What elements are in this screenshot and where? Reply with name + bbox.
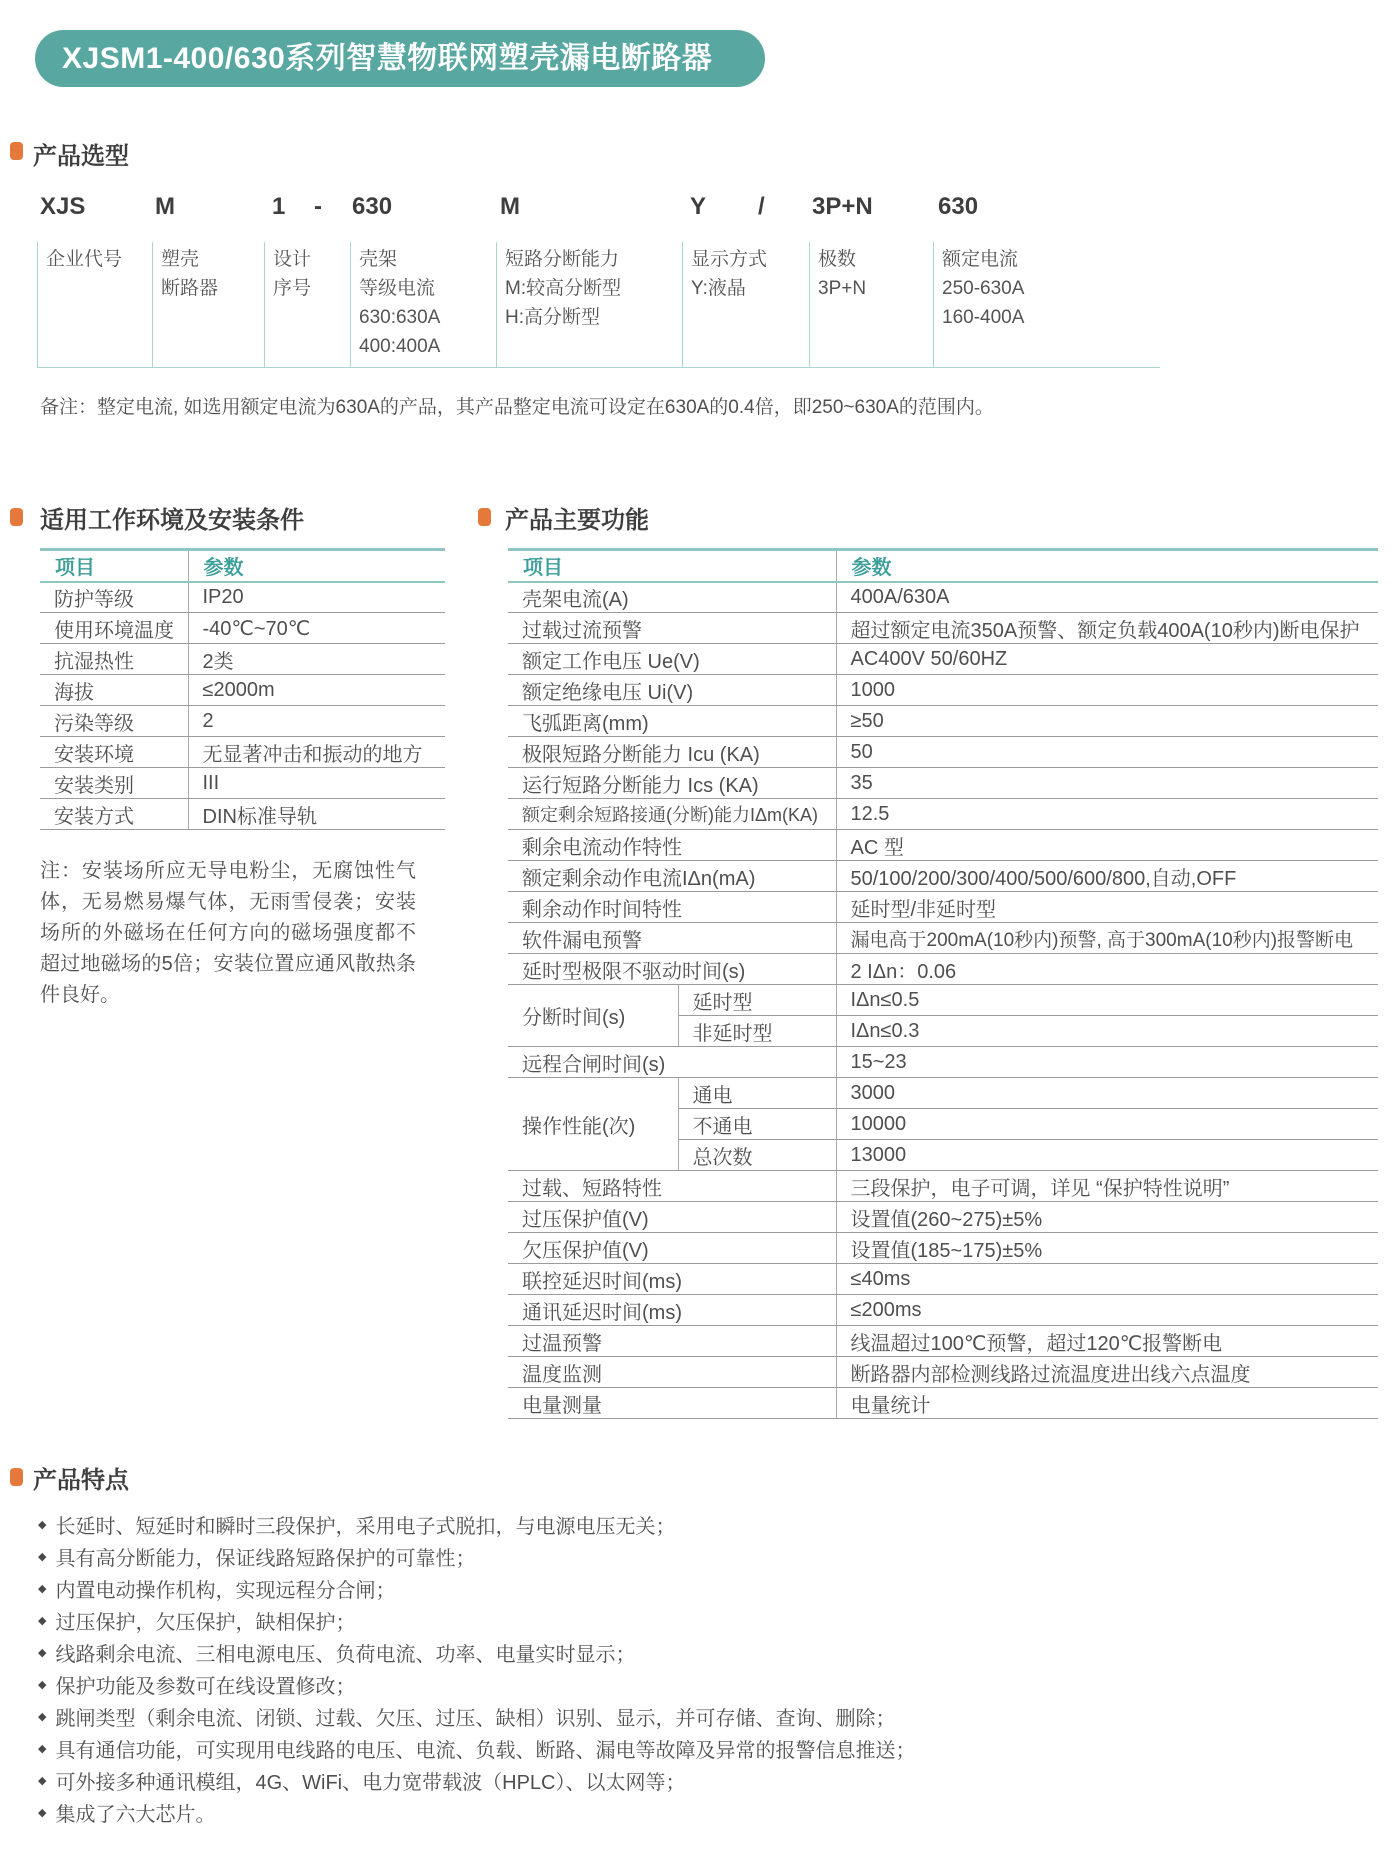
- spec-value: 400A/630A: [836, 582, 1378, 613]
- spec-value: 2 IΔn：0.06: [836, 954, 1378, 985]
- spec-row: [508, 1233, 1378, 1264]
- spec-label: 延时型极限不驱动时间(s): [508, 954, 836, 985]
- spec-value: IΔn≤0.5: [836, 985, 1378, 1016]
- feature-text: 保护功能及参数可在线设置修改；: [55, 1675, 356, 1698]
- column-header-item: 项目: [508, 550, 836, 582]
- spec-label: 极限短路分断能力 Icu (KA): [508, 737, 836, 768]
- model-legend-line: 极数: [818, 249, 857, 270]
- feature-item: [38, 1700, 915, 1732]
- model-legend-line: 630:630A: [359, 307, 441, 328]
- model-code-token: M: [155, 193, 175, 220]
- model-legend-line: 塑壳: [161, 249, 200, 270]
- model-legend-column: [809, 242, 933, 368]
- spec-row: [508, 1047, 1378, 1078]
- section-bullet-icon: [10, 142, 23, 160]
- environment-parameter-value: DIN标准导轨: [188, 799, 445, 830]
- environment-item-label: 使用环境温度: [40, 613, 188, 644]
- spec-value: 设置值(260~275)±5%: [836, 1202, 1378, 1233]
- diamond-bullet-icon: ◆: [38, 1806, 47, 1819]
- feature-text: 长延时、短延时和瞬时三段保护，采用电子式脱扣，与电源电压无关；: [55, 1515, 676, 1538]
- feature-item: [38, 1540, 915, 1572]
- model-legend-line: 序号: [273, 278, 312, 299]
- column-header-item: 项目: [40, 550, 188, 582]
- spec-value: AC 型: [836, 830, 1378, 861]
- model-legend-column: [350, 242, 496, 368]
- environment-item-label: 安装环境: [40, 737, 188, 768]
- model-code-token: /: [758, 193, 765, 220]
- diamond-bullet-icon: ◆: [38, 1742, 47, 1755]
- environment-parameter-value: III: [188, 768, 445, 799]
- feature-text: 跳闸类型（剩余电流、闭锁、过载、欠压、过压、缺相）识别、显示，并可存储、查询、删除；: [55, 1707, 896, 1730]
- spec-label: 壳架电流(A): [508, 582, 836, 613]
- spec-label: 额定工作电压 Ue(V): [508, 644, 836, 675]
- environment-parameter-value: ≤2000m: [188, 675, 445, 706]
- spec-label: 额定剩余动作电流IΔn(mA): [508, 861, 836, 892]
- column-header-parameter: 参数: [188, 550, 445, 582]
- model-legend-line: 短路分断能力: [505, 249, 620, 270]
- spec-value: 三段保护，电子可调，详见 “保护特性说明”: [836, 1171, 1378, 1202]
- spec-row: [508, 1326, 1378, 1357]
- feature-item: [38, 1796, 915, 1828]
- section-bullet-icon: [10, 508, 23, 526]
- spec-sub-label: 不通电: [678, 1109, 836, 1140]
- spec-row: [508, 1295, 1378, 1326]
- spec-row: [508, 1171, 1378, 1202]
- spec-value: 电量统计: [836, 1388, 1378, 1419]
- feature-item: [38, 1604, 915, 1636]
- spec-value: 12.5: [836, 799, 1378, 830]
- spec-label: 软件漏电预警: [508, 923, 836, 954]
- diamond-bullet-icon: ◆: [38, 1518, 47, 1531]
- model-legend-column: [264, 242, 350, 368]
- functions-header-row: [508, 550, 1378, 582]
- environment-parameter-value: 无显著冲击和振动的地方: [188, 737, 445, 768]
- environment-row: [40, 675, 445, 706]
- spec-value: ≥50: [836, 706, 1378, 737]
- spec-row: [508, 675, 1378, 706]
- model-code-token: 630: [352, 193, 393, 220]
- environment-parameter-value: 2类: [188, 644, 445, 675]
- spec-group-label: 操作性能(次): [508, 1078, 678, 1171]
- feature-text: 具有通信功能，可实现用电线路的电压、电流、负载、断路、漏电等故障及异常的报警信息推送；: [55, 1739, 916, 1762]
- spec-row: [508, 1388, 1378, 1419]
- selection-remark: 备注：整定电流, 如选用额定电流为630A的产品，其产品整定电流可设定在630A的0.4倍，即250~630A的范围内。: [40, 397, 994, 418]
- spec-value: 1000: [836, 675, 1378, 706]
- model-legend-line: 显示方式: [691, 249, 768, 270]
- section-bullet-icon: [10, 1468, 23, 1486]
- model-legend-column: [37, 242, 152, 368]
- spec-label: 联控延迟时间(ms): [508, 1264, 836, 1295]
- environment-item-label: 安装方式: [40, 799, 188, 830]
- spec-label: 额定绝缘电压 Ui(V): [508, 675, 836, 706]
- section-bullet-icon: [478, 508, 491, 526]
- spec-label: 过温预警: [508, 1326, 836, 1357]
- model-code-token: 1: [272, 193, 286, 220]
- spec-label: 远程合闸时间(s): [508, 1047, 836, 1078]
- diamond-bullet-icon: ◆: [38, 1710, 47, 1723]
- feature-text: 过压保护，欠压保护，缺相保护；: [55, 1611, 356, 1634]
- feature-item: [38, 1732, 915, 1764]
- environment-item-label: 污染等级: [40, 706, 188, 737]
- spec-row: [508, 954, 1378, 985]
- model-legend-column: [152, 242, 264, 368]
- model-legend-line: 壳架: [359, 249, 398, 270]
- spec-value: ≤40ms: [836, 1264, 1378, 1295]
- spec-label: 过载、短路特性: [508, 1171, 836, 1202]
- spec-sub-label: 总次数: [678, 1140, 836, 1171]
- section-heading-functions: 产品主要功能: [505, 507, 649, 534]
- environment-parameter-value: 2: [188, 706, 445, 737]
- spec-label: 电量测量: [508, 1388, 836, 1419]
- spec-label: 温度监测: [508, 1357, 836, 1388]
- model-legend-line: 断路器: [161, 278, 219, 299]
- spec-row: [508, 737, 1378, 768]
- spec-sub-label: 非延时型: [678, 1016, 836, 1047]
- spec-value: 10000: [836, 1109, 1378, 1140]
- spec-value: 线温超过100℃预警，超过120℃报警断电: [836, 1326, 1378, 1357]
- model-legend-line: 等级电流: [359, 278, 436, 299]
- model-legend-line: 企业代号: [46, 249, 123, 270]
- spec-value: IΔn≤0.3: [836, 1016, 1378, 1047]
- environment-parameter-value: IP20: [188, 582, 445, 613]
- model-code-token: XJS: [40, 193, 86, 220]
- model-legend-line: 设计: [273, 249, 312, 270]
- environment-row: [40, 613, 445, 644]
- environment-parameter-value: -40℃~70℃: [188, 613, 445, 644]
- model-code-token: 3P+N: [812, 193, 873, 220]
- feature-text: 可外接多种通讯模组，4G、WiFi、电力宽带载波（HPLC）、以太网等；: [55, 1771, 686, 1794]
- page-title-banner: XJSM1-400/630系列智慧物联网塑壳漏电断路器: [35, 30, 765, 87]
- spec-row: [508, 799, 1378, 830]
- spec-row: [508, 706, 1378, 737]
- model-legend-line: M:较高分断型: [505, 278, 622, 299]
- diamond-bullet-icon: ◆: [38, 1774, 47, 1787]
- model-code-token: M: [500, 193, 520, 220]
- feature-text: 线路剩余电流、三相电源电压、负荷电流、功率、电量实时显示；: [55, 1643, 636, 1666]
- spec-value: 35: [836, 768, 1378, 799]
- spec-row: [508, 985, 1378, 1016]
- spec-row: [508, 861, 1378, 892]
- model-legend-line: 250-630A: [942, 278, 1025, 299]
- environment-row: [40, 706, 445, 737]
- functions-table: [508, 548, 1378, 1419]
- feature-list: [38, 1508, 915, 1828]
- spec-label: 剩余电流动作特性: [508, 830, 836, 861]
- model-code-token: Y: [690, 193, 707, 220]
- model-legend-line: 3P+N: [818, 278, 867, 299]
- environment-header-row: [40, 550, 445, 582]
- spec-row: [508, 892, 1378, 923]
- spec-row: [508, 644, 1378, 675]
- spec-value: 13000: [836, 1140, 1378, 1171]
- spec-row: [508, 613, 1378, 644]
- feature-text: 具有高分断能力，保证线路短路保护的可靠性；: [55, 1547, 476, 1570]
- spec-value: ≤200ms: [836, 1295, 1378, 1326]
- environment-row: [40, 737, 445, 768]
- spec-label: 欠压保护值(V): [508, 1233, 836, 1264]
- spec-value: 设置值(185~175)±5%: [836, 1233, 1378, 1264]
- model-legend-column: [682, 242, 809, 368]
- model-legend-line: 400:400A: [359, 336, 441, 357]
- spec-group-label: 分断时间(s): [508, 985, 678, 1047]
- model-code-token: -: [314, 193, 322, 220]
- spec-label: 过载过流预警: [508, 613, 836, 644]
- diamond-bullet-icon: ◆: [38, 1582, 47, 1595]
- feature-item: [38, 1636, 915, 1668]
- feature-item: [38, 1764, 915, 1796]
- spec-label: 通讯延迟时间(ms): [508, 1295, 836, 1326]
- feature-text: 集成了六大芯片。: [55, 1803, 216, 1826]
- feature-text: 内置电动操作机构，实现远程分合闸；: [55, 1579, 396, 1602]
- spec-row: [508, 1264, 1378, 1295]
- diamond-bullet-icon: ◆: [38, 1614, 47, 1627]
- model-legend-column: [933, 242, 1160, 368]
- environment-row: [40, 582, 445, 613]
- environment-item-label: 抗湿热性: [40, 644, 188, 675]
- model-legend-line: 额定电流: [942, 249, 1019, 270]
- environment-item-label: 安装类别: [40, 768, 188, 799]
- feature-item: [38, 1572, 915, 1604]
- spec-value: 超过额定电流350A预警、额定负载400A(10秒内)断电保护: [836, 613, 1378, 644]
- spec-label: 剩余动作时间特性: [508, 892, 836, 923]
- environment-item-label: 海拔: [40, 675, 188, 706]
- spec-sub-label: 通电: [678, 1078, 836, 1109]
- section-heading-features: 产品特点: [33, 1467, 129, 1494]
- column-header-parameter: 参数: [836, 550, 1378, 582]
- spec-label: 额定剩余短路接通(分断)能力IΔm(KA): [508, 799, 836, 830]
- spec-row: [508, 1078, 1378, 1109]
- spec-row: [508, 1202, 1378, 1233]
- spec-row: [508, 582, 1378, 613]
- spec-value: 延时型/非延时型: [836, 892, 1378, 923]
- spec-row: [508, 1357, 1378, 1388]
- environment-table: [40, 548, 445, 830]
- spec-row: [508, 830, 1378, 861]
- environment-row: [40, 768, 445, 799]
- section-heading-selection: 产品选型: [33, 143, 129, 170]
- model-legend-line: H:高分断型: [505, 307, 601, 328]
- spec-value: 50: [836, 737, 1378, 768]
- spec-value: 断路器内部检测线路过流温度进出线六点温度: [836, 1357, 1378, 1388]
- diamond-bullet-icon: ◆: [38, 1550, 47, 1563]
- spec-row: [508, 923, 1378, 954]
- feature-item: [38, 1668, 915, 1700]
- spec-row: [508, 768, 1378, 799]
- spec-label: 过压保护值(V): [508, 1202, 836, 1233]
- environment-row: [40, 644, 445, 675]
- diamond-bullet-icon: ◆: [38, 1646, 47, 1659]
- environment-row: [40, 799, 445, 830]
- environment-note: 注：安装场所应无导电粉尘，无腐蚀性气体，无易燃易爆气体，无雨雪侵袭；安装场所的外磁场在任何方向的磁场强度都不超过地磁场的5倍；安装位置应通风散热条件良好。: [40, 860, 416, 1006]
- model-legend-line: Y:液晶: [691, 278, 746, 299]
- diamond-bullet-icon: ◆: [38, 1678, 47, 1691]
- spec-sub-label: 延时型: [678, 985, 836, 1016]
- feature-item: [38, 1508, 915, 1540]
- spec-value: 50/100/200/300/400/500/600/800,自动,OFF: [836, 861, 1378, 892]
- model-legend-line: 160-400A: [942, 307, 1025, 328]
- spec-label: 飞弧距离(mm): [508, 706, 836, 737]
- model-code-token: 630: [938, 193, 979, 220]
- environment-item-label: 防护等级: [40, 582, 188, 613]
- spec-value: 漏电高于200mA(10秒内)预警, 高于300mA(10秒内)报警断电: [836, 923, 1378, 954]
- spec-value: 3000: [836, 1078, 1378, 1109]
- model-legend-column: [496, 242, 682, 368]
- spec-value: 15~23: [836, 1047, 1378, 1078]
- spec-label: 运行短路分断能力 Ics (KA): [508, 768, 836, 799]
- spec-value: AC400V 50/60HZ: [836, 644, 1378, 675]
- section-heading-environment: 适用工作环境及安装条件: [40, 507, 304, 534]
